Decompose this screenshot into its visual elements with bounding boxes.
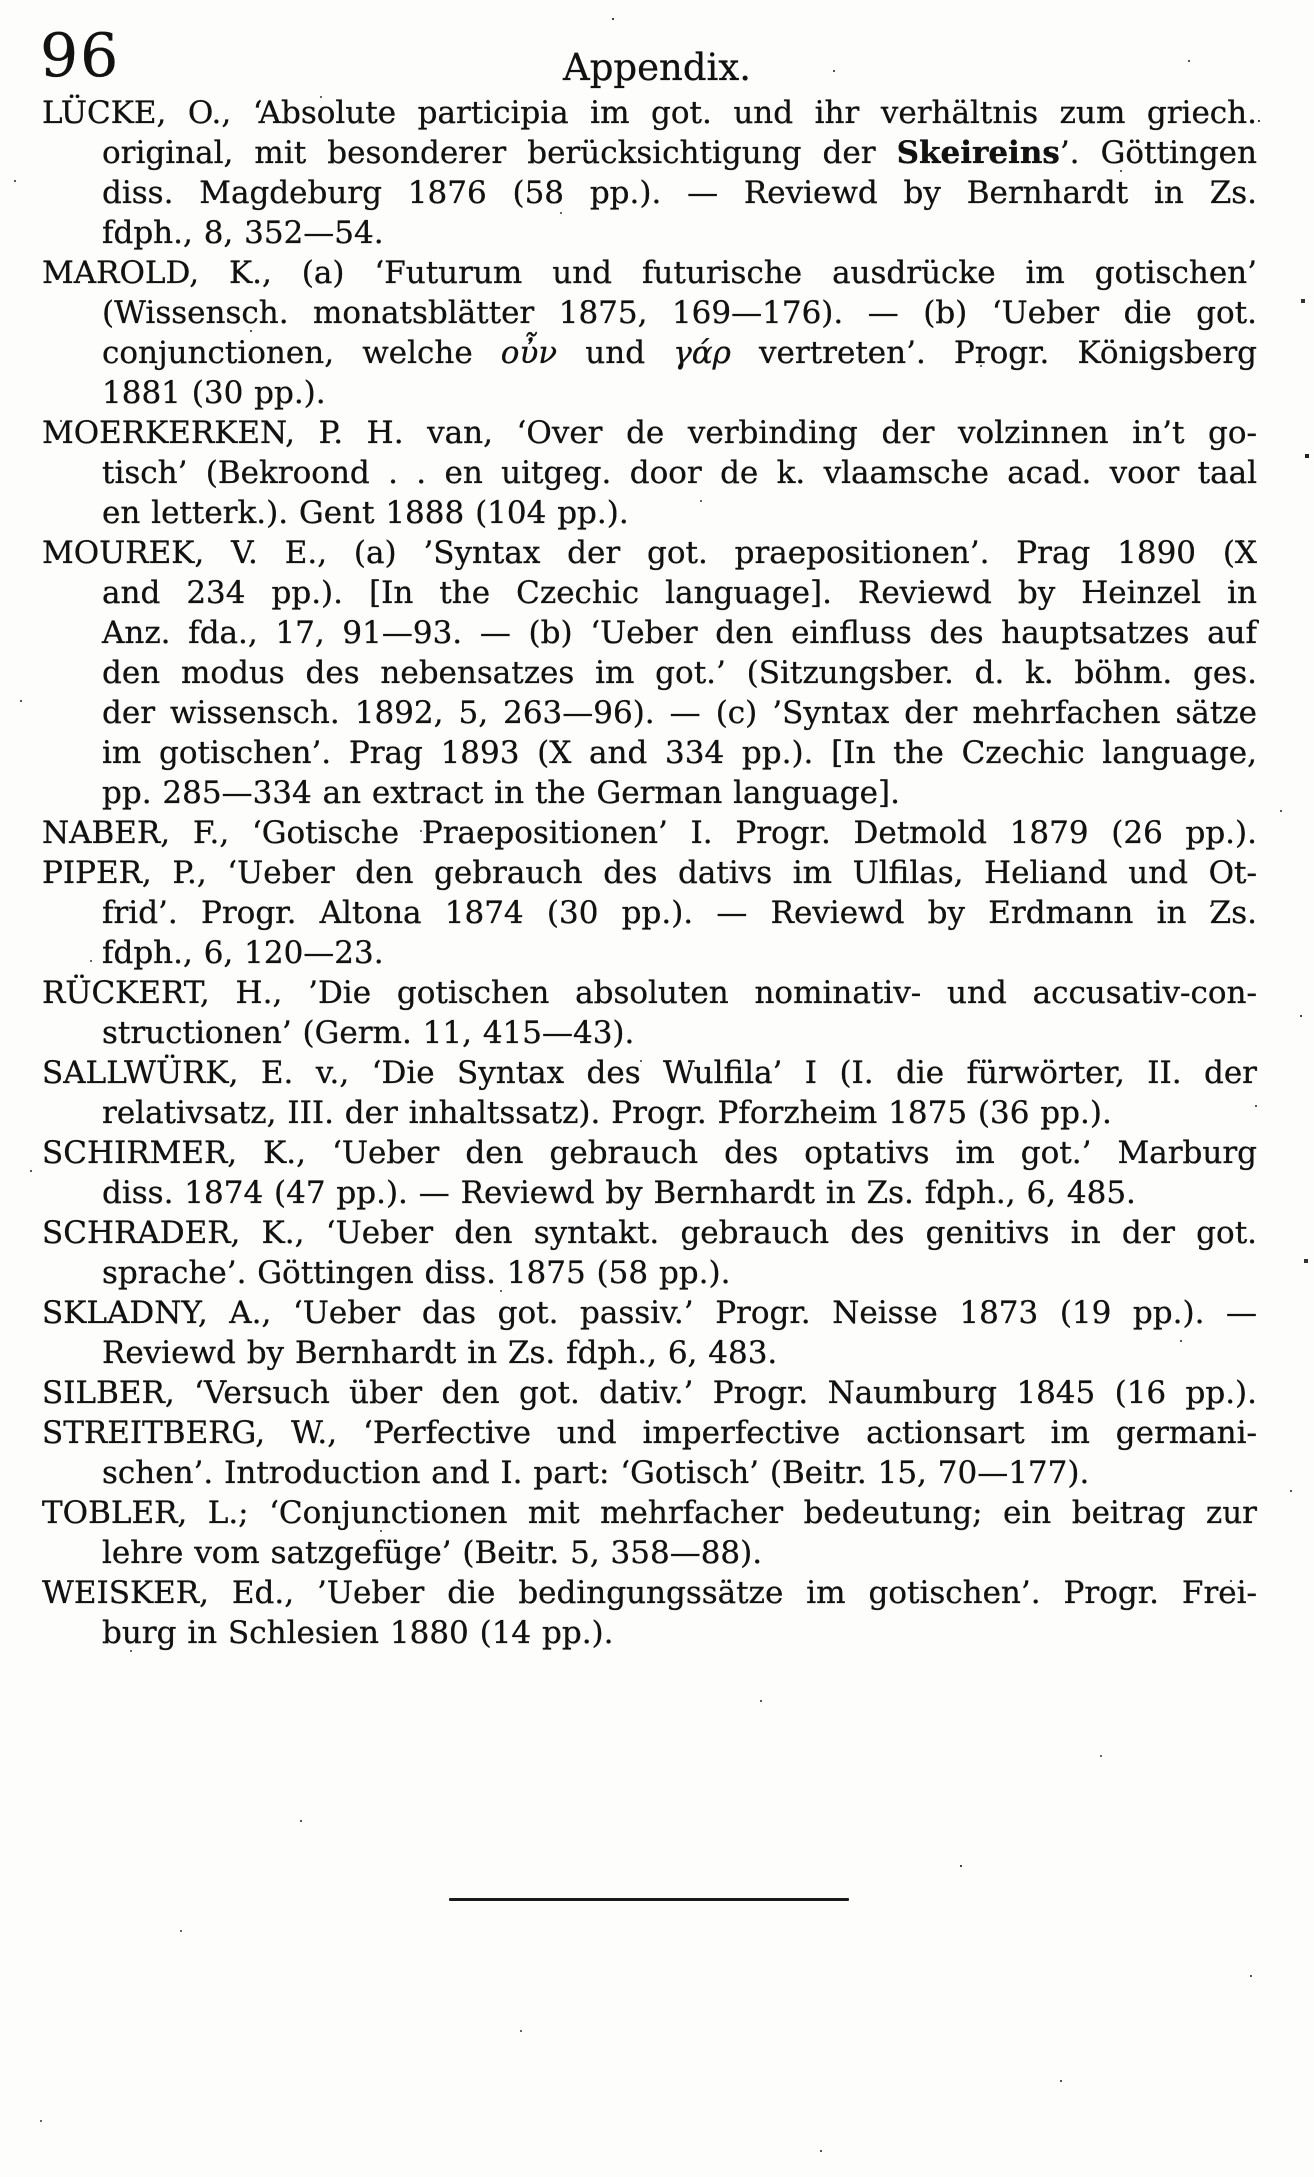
text-run: MAROLD, K., (a) ‘Futurum und futurische ausdrücke im gotischen’ [42, 255, 1257, 291]
text-line [42, 453, 1257, 493]
text-run: structionen’ (Germ. 11, 415—43). [102, 1015, 635, 1051]
text-run: im gotischen’. Prag 1893 (X and 334 pp.). [In the Czechic language, [102, 735, 1257, 771]
text-run: 1881 (30 pp.). [102, 375, 326, 411]
text-run: Reviewd by Bernhardt in Zs. fdph., 6, 483. [102, 1335, 778, 1371]
text-run: relativsatz, III. der inhaltssatz). Progr. Pforzheim 1875 (36 pp.). [102, 1095, 1112, 1131]
bibliography-entry [42, 533, 1257, 813]
text-run: SCHIRMER, K., ‘Ueber den gebrauch des optativs im got.’ Marburg [42, 1135, 1257, 1171]
text-line [42, 1173, 1257, 1213]
text-line [42, 1213, 1257, 1253]
greek-term: γάρ [673, 335, 731, 371]
text-line [42, 253, 1257, 293]
text-run: sprache’. Göttingen diss. 1875 (58 pp.). [102, 1255, 731, 1291]
text-run: fdph., 8, 352—54. [102, 215, 384, 251]
text-line [42, 1053, 1257, 1093]
greek-term: οὖν [500, 335, 558, 371]
bibliography-entry [42, 1293, 1257, 1373]
text-line [42, 93, 1257, 133]
text-line [42, 1573, 1257, 1613]
bibliography-entry [42, 1373, 1257, 1413]
text-line [42, 533, 1257, 573]
running-head-title: Appendix. [563, 46, 751, 89]
bibliography-entry [42, 1413, 1257, 1493]
text-line [42, 933, 1257, 973]
text-run: and 234 pp.). [In the Czechic language]. Reviewd by Heinzel in [102, 575, 1257, 611]
text-run: tisch’ (Bekroond . . en uitgeg. door de k. vlaamsche acad. voor taal [102, 455, 1257, 491]
page-number: 96 [40, 21, 121, 91]
text-run: schen’. Introduction and I. part: ‘Gotisch’ (Beitr. 15, 70—177). [102, 1455, 1090, 1491]
text-run: NABER, F., ‘Gotische Praepositionen’ I. Progr. Detmold 1879 (26 pp.). [42, 815, 1257, 851]
text-line [42, 1093, 1257, 1133]
text-line [42, 613, 1257, 653]
text-line [42, 1253, 1257, 1293]
bibliography-entry [42, 973, 1257, 1053]
text-line [42, 1133, 1257, 1173]
text-line [42, 333, 1257, 373]
text-run: diss. Magdeburg 1876 (58 pp.). — Reviewd by Bernhardt in Zs. [102, 175, 1257, 211]
text-line [42, 1413, 1257, 1453]
text-run: SCHRADER, K., ‘Ueber den syntakt. gebrauch des genitivs in der got. [42, 1215, 1257, 1251]
text-line [42, 1333, 1257, 1373]
text-line [42, 1293, 1257, 1333]
bibliography-entry [42, 413, 1257, 533]
text-run: conjunctionen, welche [102, 335, 501, 371]
text-line [42, 1493, 1257, 1533]
text-run: fdph., 6, 120—23. [102, 935, 384, 971]
text-line [42, 1373, 1257, 1413]
text-run: pp. 285—334 an extract in the German language]. [102, 775, 900, 811]
text-run: original, mit besonderer berücksichtigung der [102, 135, 897, 171]
bibliography [42, 93, 1257, 1653]
text-line [42, 573, 1257, 613]
text-line [42, 493, 1257, 533]
text-run: MOUREK, V. E., (a) ’Syntax der got. praepositionen’. Prag 1890 (X [42, 535, 1257, 571]
bibliography-entry [42, 1133, 1257, 1213]
text-run: frid’. Progr. Altona 1874 (30 pp.). — Reviewd by Erdmann in Zs. [102, 895, 1257, 931]
text-line [42, 213, 1257, 253]
text-line [42, 773, 1257, 813]
text-run: SILBER, ‘Versuch über den got. dativ.’ Progr. Naumburg 1845 (16 pp.). [42, 1375, 1257, 1411]
text-run: SKLADNY, A., ‘Ueber das got. passiv.’ Progr. Neisse 1873 (19 pp.). — [42, 1295, 1257, 1331]
text-run: ’. Göttingen [1059, 135, 1257, 171]
text-line [42, 813, 1257, 853]
bibliography-entry [42, 853, 1257, 973]
text-run: lehre vom satzgefüge’ (Beitr. 5, 358—88). [102, 1535, 763, 1571]
text-line [42, 733, 1257, 773]
bibliography-entry [42, 1493, 1257, 1573]
text-run: (Wissensch. monatsblätter 1875, 169—176). — (b) ‘Ueber die got. [102, 295, 1257, 331]
text-line [42, 1533, 1257, 1573]
text-run: Anz. fda., 17, 91—93. — (b) ‘Ueber den einfluss des hauptsatzes auf [102, 615, 1257, 651]
bibliography-entry [42, 1053, 1257, 1133]
text-run: der wissensch. 1892, 5, 263—96). — (c) ’Syntax der mehrfachen sätze [102, 695, 1257, 731]
text-line [42, 853, 1257, 893]
text-line [42, 1013, 1257, 1053]
text-line [42, 693, 1257, 733]
text-run: WEISKER, Ed., ’Ueber die bedingungssätze im gotischen’. Progr. Frei- [42, 1575, 1257, 1611]
text-line [42, 1613, 1257, 1653]
scan-noise [0, 0, 2, 2]
text-run: den modus des nebensatzes im got.’ (Sitzungsber. d. k. böhm. ges. [102, 655, 1257, 691]
text-run: SALLWÜRK, E. v., ‘Die Syntax des Wulfila’ I (I. die fürwörter, II. der [42, 1055, 1257, 1091]
text-line [42, 653, 1257, 693]
text-line [42, 373, 1257, 413]
text-line [42, 133, 1257, 173]
text-run: diss. 1874 (47 pp.). — Reviewd by Bernhardt in Zs. fdph., 6, 485. [102, 1175, 1136, 1211]
footer-separator-rule [449, 1898, 849, 1901]
bibliography-entry [42, 253, 1257, 413]
text-run: RÜCKERT, H., ’Die gotischen absoluten nominativ- und accusativ-con- [42, 975, 1257, 1011]
text-run: MOERKERKEN, P. H. van, ‘Over de verbinding der volzinnen in’t go- [42, 415, 1257, 451]
text-run: en letterk.). Gent 1888 (104 pp.). [102, 495, 629, 531]
text-line [42, 1453, 1257, 1493]
text-run: STREITBERG, W., ‘Perfective und imperfective actionsart im germani- [42, 1415, 1257, 1451]
bibliography-entry [42, 813, 1257, 853]
text-line [42, 293, 1257, 333]
bibliography-entry [42, 1213, 1257, 1293]
text-line [42, 973, 1257, 1013]
text-run: burg in Schlesien 1880 (14 pp.). [102, 1615, 614, 1651]
bibliography-entry [42, 93, 1257, 253]
text-run: LÜCKE, O., ‘Absolute participia im got. und ihr verhältnis zum griech. [42, 95, 1257, 131]
text-line [42, 893, 1257, 933]
bold-term: Skeireins [896, 135, 1060, 171]
bibliography-entry [42, 1573, 1257, 1653]
text-line [42, 173, 1257, 213]
text-run: TOBLER, L.; ‘Conjunctionen mit mehrfacher bedeutung; ein beitrag zur [42, 1495, 1257, 1531]
text-line [42, 413, 1257, 453]
text-run: und [557, 335, 674, 371]
text-run: vertreten’. Progr. Königsberg [730, 335, 1257, 371]
text-run: PIPER, P., ‘Ueber den gebrauch des dativs im Ulfilas, Heliand und Ot- [42, 855, 1257, 891]
